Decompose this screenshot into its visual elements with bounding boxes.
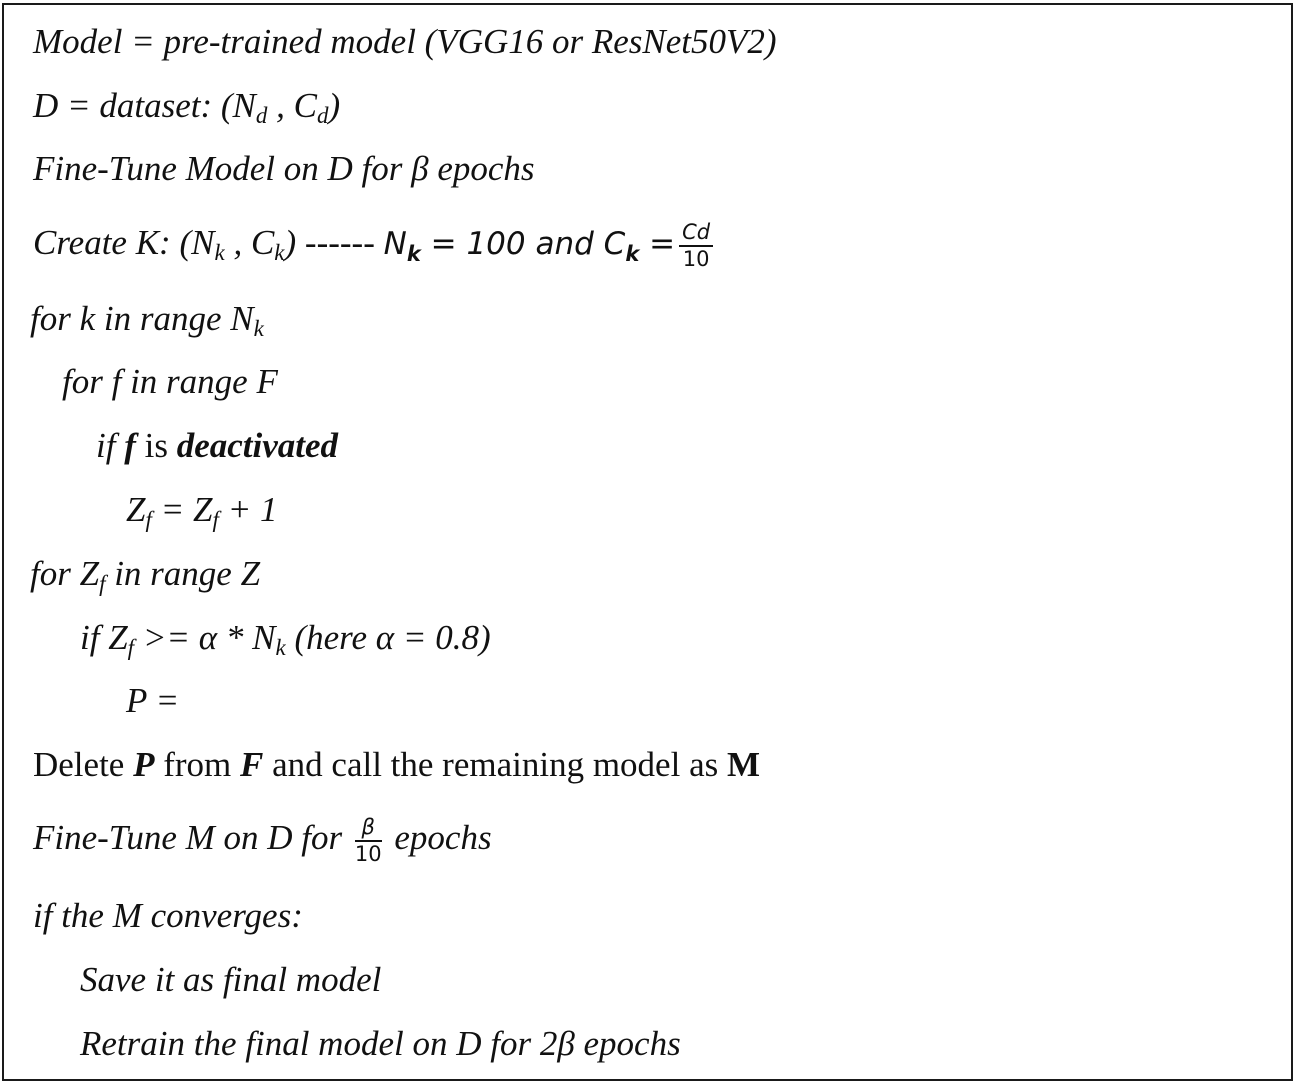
fraction-beta-over-10 <box>355 817 382 865</box>
line-fine-tune-m-text-b: epochs <box>385 818 492 858</box>
line-dataset-text-b: , C <box>267 86 318 125</box>
fraction-beta-numerator: β <box>355 817 382 842</box>
line-for-k <box>30 299 264 341</box>
line-if-converges-text: if the M converges: <box>33 896 303 935</box>
line-for-zf-sub: f <box>99 571 106 596</box>
line-create-k-text-a: Create K: (N <box>33 223 215 263</box>
line-create-k-text-b: , C <box>224 223 275 263</box>
line-for-zf-text-b: in range Z <box>105 554 261 593</box>
line-delete-text-c: and call the remaining model as <box>263 745 727 784</box>
fraction-denominator: 10 <box>682 247 710 271</box>
line-dataset-sub-2: d <box>317 103 329 128</box>
line-if-text: if <box>96 426 125 465</box>
line-for-k-sub: k <box>253 316 264 341</box>
line-if-f: f <box>124 426 136 465</box>
line-delete-m-var: M <box>726 745 761 784</box>
line-if-converges <box>33 898 303 933</box>
line-model <box>33 24 777 59</box>
line-fine-tune-model-text: Fine-Tune Model on D for β epochs <box>33 149 535 188</box>
line-delete-p-var: P <box>133 745 155 784</box>
line-zf-sub-1: f <box>145 507 152 532</box>
line-zf-text-c: + 1 <box>218 490 278 529</box>
line-zf-text-b: = Z <box>151 490 213 529</box>
math-n-k-sub: k <box>406 242 421 267</box>
line-p-equals <box>126 683 179 718</box>
fraction-cd-over-10 <box>679 222 713 270</box>
line-if-zf-text-a: if Z <box>80 618 128 657</box>
line-if-is: is <box>135 426 177 465</box>
line-retrain-text: Retrain the final model on D for 2β epochs <box>80 1024 681 1063</box>
math-equals-100-and-c: = 100 and C <box>420 226 626 263</box>
line-dataset <box>33 86 341 128</box>
line-create-k-text-c: ) ------ <box>284 223 384 263</box>
line-zf-increment <box>126 490 278 532</box>
line-dataset-text-a: D = dataset: (N <box>33 86 256 125</box>
line-fine-tune-m <box>33 817 492 865</box>
line-create-k-sub-1: k <box>214 240 225 266</box>
line-if-zf-sub-1: f <box>127 635 135 660</box>
line-if-f-deactivated <box>96 428 338 463</box>
line-retrain <box>80 1026 681 1061</box>
fraction-numerator: Cd <box>679 222 713 247</box>
line-delete-text-b: from <box>154 745 241 784</box>
line-if-zf <box>80 618 491 660</box>
line-for-zf <box>30 554 261 596</box>
line-create-k <box>33 222 717 270</box>
line-for-zf-text-a: for Z <box>30 554 100 593</box>
line-delete-f-var: F <box>240 745 264 784</box>
line-dataset-sub-1: d <box>255 103 268 128</box>
line-dataset-text-c: ) <box>328 86 341 125</box>
line-if-zf-text-c: (here α = 0.8) <box>285 618 491 657</box>
math-c-k-sub: k <box>625 242 640 267</box>
line-save-final <box>80 962 381 997</box>
line-fine-tune-model <box>33 151 535 186</box>
line-p-equals-text: P = <box>126 681 180 720</box>
line-if-deactivated: deactivated <box>176 426 339 465</box>
line-fine-tune-m-text-a: Fine-Tune M on D for <box>33 818 351 858</box>
line-for-f <box>62 364 278 399</box>
line-delete-text-a: Delete <box>33 745 134 784</box>
line-save-final-text: Save it as final model <box>80 960 382 999</box>
line-model-text: Model = pre-trained model (VGG16 or ResNet50V2) <box>33 22 777 61</box>
math-n-k: N <box>383 226 407 263</box>
line-zf-text-a: Z <box>126 490 146 529</box>
line-create-k-sub-2: k <box>274 240 285 266</box>
line-for-k-text: for k in range N <box>30 299 254 338</box>
line-zf-sub-2: f <box>212 507 219 532</box>
line-delete-p <box>33 747 760 782</box>
line-if-zf-text-b: >= α * N <box>134 618 276 657</box>
math-equals: = <box>639 226 676 263</box>
line-if-zf-sub-2: k <box>275 635 286 660</box>
fraction-beta-denominator: 10 <box>354 842 382 866</box>
line-for-f-text: for f in range F <box>62 362 278 401</box>
